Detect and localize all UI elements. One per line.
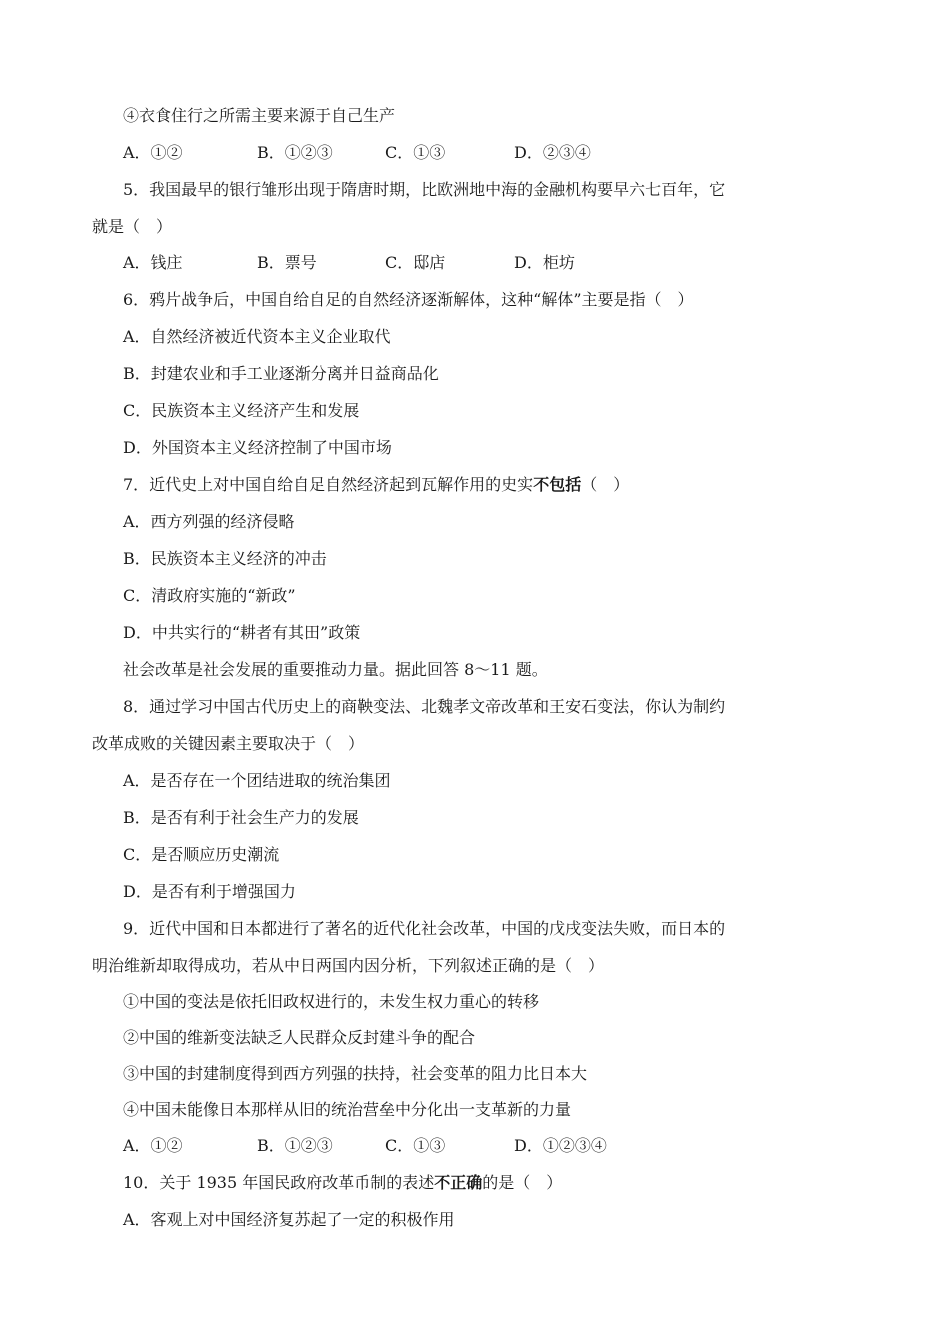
q4-item-4: ④衣食住行之所需主要来源于自己生产 — [123, 106, 396, 125]
q9-item-2: ②中国的维新变法缺乏人民群众反封建斗争的配合 — [123, 1028, 476, 1047]
q5-options — [123, 253, 823, 273]
q8-stem-line1: 8．通过学习中国古代历史上的商鞅变法、北魏孝文帝改革和王安石变法，你认为制约 — [123, 697, 726, 716]
q9-options — [123, 1136, 823, 1156]
q8-option-c: C．是否顺应历史潮流 — [123, 845, 280, 864]
q9-item-4: ④中国未能像日本那样从旧的统治营垒中分化出一支革新的力量 — [123, 1100, 572, 1119]
q4-options — [123, 143, 823, 163]
q7-option-b: B．民族资本主义经济的冲击 — [123, 549, 327, 568]
q8-option-a: A．是否存在一个团结进取的统治集团 — [123, 771, 391, 790]
q7-stem-emphasis: 不包括 — [533, 475, 582, 494]
q6-stem: 6．鸦片战争后，中国自给自足的自然经济逐渐解体，这种“解体”主要是指（ ） — [123, 290, 694, 309]
q9-item-3: ③中国的封建制度得到西方列强的扶持，社会变革的阻力比日本大 — [123, 1064, 588, 1083]
q10-stem-text: 10．关于 1935 年国民政府改革币制的表述 — [123, 1173, 435, 1192]
q5-option-b: B．票号 — [257, 253, 317, 272]
q6-option-b: B．封建农业和手工业逐渐分离并日益商品化 — [123, 364, 439, 383]
section-intro: 社会改革是社会发展的重要推动力量。据此回答 8～11 题。 — [123, 660, 548, 679]
q4-option-a: A．①② — [123, 143, 183, 162]
q10-stem — [123, 1173, 562, 1193]
q8-option-d: D．是否有利于增强国力 — [123, 882, 296, 901]
q8-option-b: B．是否有利于社会生产力的发展 — [123, 808, 359, 827]
q10-option-a: A．客观上对中国经济复苏起了一定的积极作用 — [123, 1210, 455, 1229]
q9-stem-line1: 9．近代中国和日本都进行了著名的近代化社会改革，中国的戊戌变法失败，而日本的 — [123, 919, 726, 938]
q9-item-1: ①中国的变法是依托旧政权进行的，未发生权力重心的转移 — [123, 992, 540, 1011]
q9-option-b: B．①②③ — [257, 1136, 333, 1155]
q4-option-b: B．①②③ — [257, 143, 333, 162]
q5-option-c: C．邸店 — [385, 253, 446, 272]
q6-option-d: D．外国资本主义经济控制了中国市场 — [123, 438, 392, 457]
q7-option-c: C．清政府实施的“新政” — [123, 586, 296, 605]
q10-stem-emphasis: 不正确 — [434, 1173, 483, 1192]
q9-option-a: A．①② — [123, 1136, 183, 1155]
q10-stem-tail: 的是（ ） — [482, 1173, 563, 1192]
q7-stem — [123, 475, 629, 495]
q6-option-c: C．民族资本主义经济产生和发展 — [123, 401, 360, 420]
q7-option-a: A．西方列强的经济侵略 — [123, 512, 295, 531]
q9-option-c: C．①③ — [385, 1136, 446, 1155]
q8-stem-line2: 改革成败的关键因素主要取决于（ ） — [92, 734, 365, 753]
q7-stem-paren: （ ） — [581, 475, 630, 494]
q4-option-d: D．②③④ — [514, 143, 591, 162]
q9-option-d: D．①②③④ — [514, 1136, 607, 1155]
q4-option-c: C．①③ — [385, 143, 446, 162]
q5-option-d: D．柜坊 — [514, 253, 575, 272]
q5-option-a: A．钱庄 — [123, 253, 183, 272]
q5-stem-line1: 5．我国最早的银行雏形出现于隋唐时期，比欧洲地中海的金融机构要早六七百年，它 — [123, 180, 726, 199]
q7-option-d: D．中共实行的“耕者有其田”政策 — [123, 623, 361, 642]
q6-option-a: A．自然经济被近代资本主义企业取代 — [123, 327, 391, 346]
q5-stem-line2: 就是（ ） — [92, 217, 173, 236]
q9-stem-line2: 明治维新却取得成功，若从中日两国内因分析，下列叙述正确的是（ ） — [92, 956, 605, 975]
q7-stem-text: 7．近代史上对中国自给自足自然经济起到瓦解作用的史实 — [123, 475, 534, 494]
